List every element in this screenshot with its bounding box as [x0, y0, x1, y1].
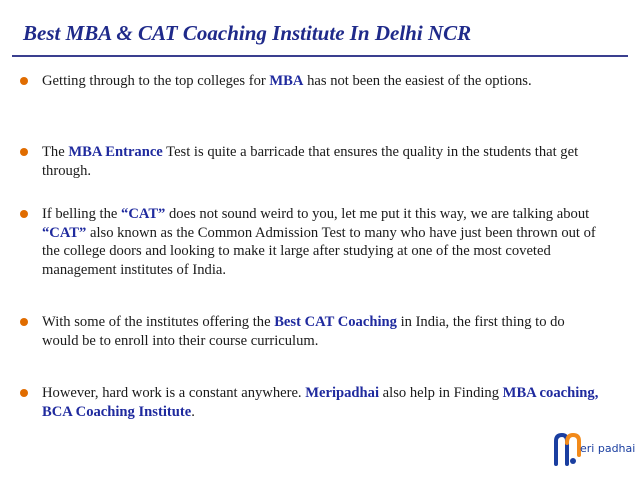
title-divider — [12, 55, 628, 57]
bullet-item — [20, 384, 600, 421]
bullet-text-segment: However, hard work is a constant anywhere. — [42, 385, 306, 401]
bullet-text — [42, 72, 600, 91]
bullet-text — [42, 205, 600, 279]
bullet-dot-icon — [20, 318, 28, 326]
bullet-item — [20, 72, 600, 91]
bullet-highlight: MBA — [269, 73, 304, 89]
bullet-text-segment: does not sound weird to you, let me put it this way, we are talking about — [165, 206, 590, 222]
bullet-highlight: MBA coaching, BCA Coaching Institute — [42, 385, 599, 420]
slide-title: Best MBA & CAT Coaching Institute In Delhi NCR — [23, 21, 472, 45]
bullet-text-segment: The — [42, 144, 69, 160]
bullet-text-segment: Getting through to the top colleges for — [42, 73, 270, 89]
bullet-dot-icon — [20, 148, 28, 156]
bullet-item — [20, 143, 600, 180]
bullet-highlight: “CAT” — [42, 224, 87, 241]
bullet-text-segment: also help in Finding — [379, 385, 503, 401]
bullet-text-segment: also known as the Common Admission Test to many who have just been thrown out of the college doors and looking to make it large after studying at one of the most coveted management institutes of India. — [42, 224, 596, 278]
bullet-text — [42, 143, 600, 180]
bullet-text-segment: Test is quite a barricade that ensures the quality in the students that get through. — [42, 144, 579, 179]
bullet-highlight: MBA Entrance — [68, 144, 163, 160]
bullet-text-segment: . — [191, 403, 195, 420]
bullet-text-segment: in India, the first thing to do would be to enroll into their course curriculum. — [42, 314, 565, 349]
bullet-text-segment: With some of the institutes offering the — [42, 314, 275, 330]
bullet-item — [20, 313, 600, 350]
bullet-text — [42, 384, 600, 421]
bullet-item — [20, 205, 600, 279]
bullet-highlight: Meripadhai — [305, 385, 380, 401]
bullet-highlight: “CAT” — [121, 206, 166, 222]
logo-text: eri padhai — [580, 442, 636, 455]
bullet-text — [42, 313, 600, 350]
bullet-highlight: Best CAT Coaching — [274, 314, 397, 330]
bullet-text-segment: has not been the easiest of the options. — [303, 73, 532, 89]
bullet-text-segment: If belling the — [42, 206, 122, 222]
bullet-dot-icon — [20, 77, 28, 85]
bullet-dot-icon — [20, 210, 28, 218]
bullet-dot-icon — [20, 389, 28, 397]
